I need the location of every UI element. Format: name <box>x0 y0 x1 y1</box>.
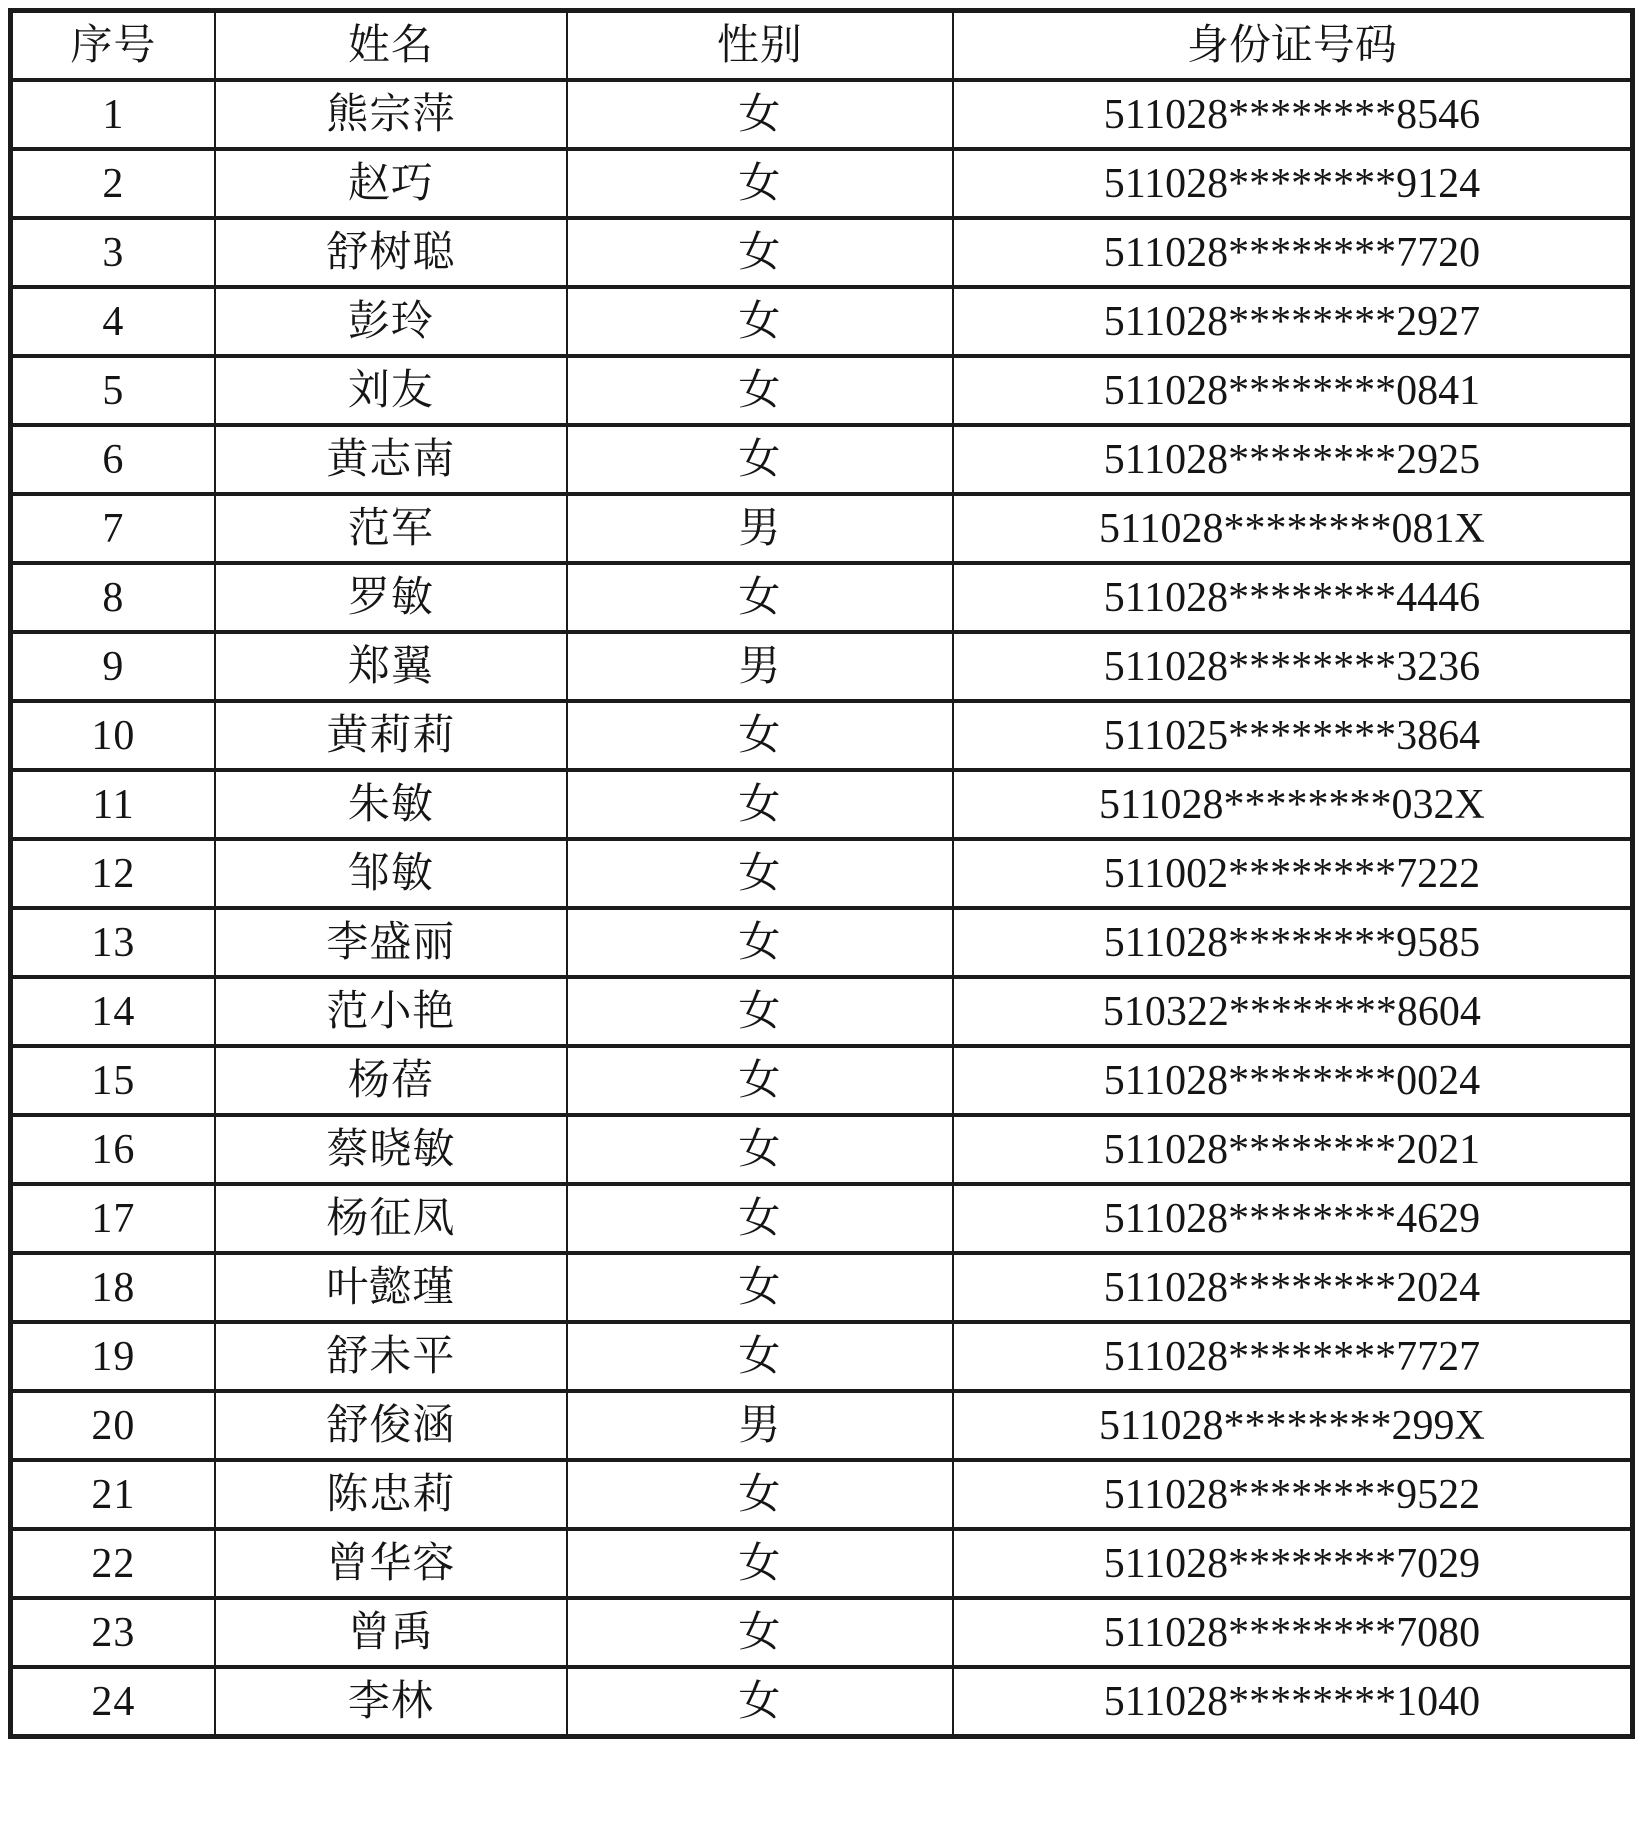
cell-serial-number: 10 <box>11 701 215 770</box>
cell-name: 刘友 <box>215 356 567 425</box>
table-row <box>11 1253 1633 1322</box>
cell-serial-number: 1 <box>11 80 215 149</box>
table-row <box>11 977 1633 1046</box>
cell-name: 黄莉莉 <box>215 701 567 770</box>
cell-serial-number: 13 <box>11 908 215 977</box>
cell-name: 叶懿瑾 <box>215 1253 567 1322</box>
cell-gender: 女 <box>567 1046 953 1115</box>
cell-serial-number: 22 <box>11 1529 215 1598</box>
cell-serial-number: 3 <box>11 218 215 287</box>
table-row <box>11 218 1633 287</box>
cell-id-number: 511028********032X <box>953 770 1633 839</box>
cell-gender: 女 <box>567 839 953 908</box>
cell-serial-number: 18 <box>11 1253 215 1322</box>
cell-name: 舒俊涵 <box>215 1391 567 1460</box>
cell-serial-number: 2 <box>11 149 215 218</box>
cell-name: 舒未平 <box>215 1322 567 1391</box>
table-row <box>11 425 1633 494</box>
cell-id-number: 511002********7222 <box>953 839 1633 908</box>
cell-gender: 女 <box>567 1529 953 1598</box>
cell-name: 邹敏 <box>215 839 567 908</box>
cell-gender: 女 <box>567 356 953 425</box>
table-header-row <box>11 11 1633 81</box>
cell-id-number: 511028********3236 <box>953 632 1633 701</box>
cell-gender: 女 <box>567 149 953 218</box>
cell-id-number: 511028********2925 <box>953 425 1633 494</box>
cell-serial-number: 5 <box>11 356 215 425</box>
table-row <box>11 908 1633 977</box>
cell-id-number: 511028********2021 <box>953 1115 1633 1184</box>
cell-id-number: 511028********7727 <box>953 1322 1633 1391</box>
cell-id-number: 511028********7080 <box>953 1598 1633 1667</box>
cell-gender: 女 <box>567 1598 953 1667</box>
table-row <box>11 563 1633 632</box>
cell-serial-number: 17 <box>11 1184 215 1253</box>
table-row <box>11 1460 1633 1529</box>
cell-id-number: 511025********3864 <box>953 701 1633 770</box>
cell-name: 杨蓓 <box>215 1046 567 1115</box>
cell-id-number: 511028********2927 <box>953 287 1633 356</box>
cell-name: 范军 <box>215 494 567 563</box>
cell-gender: 男 <box>567 1391 953 1460</box>
cell-id-number: 511028********0024 <box>953 1046 1633 1115</box>
cell-id-number: 510322********8604 <box>953 977 1633 1046</box>
cell-gender: 女 <box>567 218 953 287</box>
cell-id-number: 511028********9522 <box>953 1460 1633 1529</box>
cell-name: 蔡晓敏 <box>215 1115 567 1184</box>
table-row <box>11 770 1633 839</box>
cell-gender: 女 <box>567 701 953 770</box>
cell-id-number: 511028********0841 <box>953 356 1633 425</box>
cell-id-number: 511028********081X <box>953 494 1633 563</box>
cell-name: 彭玲 <box>215 287 567 356</box>
cell-name: 郑翼 <box>215 632 567 701</box>
cell-serial-number: 8 <box>11 563 215 632</box>
header-cell-id-number: 身份证号码 <box>953 11 1633 81</box>
cell-name: 舒树聪 <box>215 218 567 287</box>
table-row <box>11 356 1633 425</box>
header-cell-gender: 性别 <box>567 11 953 81</box>
cell-gender: 女 <box>567 1253 953 1322</box>
cell-serial-number: 16 <box>11 1115 215 1184</box>
cell-serial-number: 12 <box>11 839 215 908</box>
table-row <box>11 701 1633 770</box>
cell-name: 曾禹 <box>215 1598 567 1667</box>
cell-name: 黄志南 <box>215 425 567 494</box>
cell-gender: 女 <box>567 1322 953 1391</box>
table-row <box>11 839 1633 908</box>
table-row <box>11 287 1633 356</box>
cell-id-number: 511028********1040 <box>953 1667 1633 1737</box>
table-row <box>11 1667 1633 1737</box>
cell-name: 朱敏 <box>215 770 567 839</box>
table-row <box>11 494 1633 563</box>
cell-serial-number: 7 <box>11 494 215 563</box>
cell-name: 罗敏 <box>215 563 567 632</box>
cell-gender: 女 <box>567 287 953 356</box>
table-row <box>11 149 1633 218</box>
cell-gender: 女 <box>567 80 953 149</box>
cell-name: 熊宗萍 <box>215 80 567 149</box>
cell-serial-number: 14 <box>11 977 215 1046</box>
cell-name: 陈忠莉 <box>215 1460 567 1529</box>
cell-serial-number: 4 <box>11 287 215 356</box>
cell-name: 范小艳 <box>215 977 567 1046</box>
table-row <box>11 1322 1633 1391</box>
table-row <box>11 1598 1633 1667</box>
cell-gender: 男 <box>567 494 953 563</box>
cell-name: 李盛丽 <box>215 908 567 977</box>
cell-gender: 女 <box>567 770 953 839</box>
cell-gender: 女 <box>567 1667 953 1737</box>
cell-serial-number: 9 <box>11 632 215 701</box>
cell-gender: 女 <box>567 977 953 1046</box>
table-row <box>11 1391 1633 1460</box>
cell-id-number: 511028********4446 <box>953 563 1633 632</box>
table-row <box>11 632 1633 701</box>
cell-serial-number: 11 <box>11 770 215 839</box>
cell-gender: 女 <box>567 1460 953 1529</box>
table-row <box>11 80 1633 149</box>
cell-id-number: 511028********2024 <box>953 1253 1633 1322</box>
cell-name: 杨征凤 <box>215 1184 567 1253</box>
cell-serial-number: 23 <box>11 1598 215 1667</box>
cell-id-number: 511028********4629 <box>953 1184 1633 1253</box>
cell-gender: 女 <box>567 1184 953 1253</box>
cell-gender: 女 <box>567 1115 953 1184</box>
cell-name: 赵巧 <box>215 149 567 218</box>
cell-serial-number: 15 <box>11 1046 215 1115</box>
header-cell-index: 序号 <box>11 11 215 81</box>
cell-gender: 女 <box>567 425 953 494</box>
table-row <box>11 1529 1633 1598</box>
table-row <box>11 1184 1633 1253</box>
cell-gender: 女 <box>567 563 953 632</box>
cell-id-number: 511028********9585 <box>953 908 1633 977</box>
cell-id-number: 511028********9124 <box>953 149 1633 218</box>
table-body <box>11 80 1633 1737</box>
cell-id-number: 511028********299X <box>953 1391 1633 1460</box>
cell-serial-number: 6 <box>11 425 215 494</box>
cell-id-number: 511028********7029 <box>953 1529 1633 1598</box>
cell-serial-number: 19 <box>11 1322 215 1391</box>
cell-serial-number: 21 <box>11 1460 215 1529</box>
table-row <box>11 1046 1633 1115</box>
cell-id-number: 511028********7720 <box>953 218 1633 287</box>
roster-table <box>8 8 1635 1739</box>
cell-serial-number: 20 <box>11 1391 215 1460</box>
table-row <box>11 1115 1633 1184</box>
cell-gender: 男 <box>567 632 953 701</box>
header-cell-name: 姓名 <box>215 11 567 81</box>
cell-gender: 女 <box>567 908 953 977</box>
cell-id-number: 511028********8546 <box>953 80 1633 149</box>
cell-name: 曾华容 <box>215 1529 567 1598</box>
cell-serial-number: 24 <box>11 1667 215 1737</box>
cell-name: 李林 <box>215 1667 567 1737</box>
